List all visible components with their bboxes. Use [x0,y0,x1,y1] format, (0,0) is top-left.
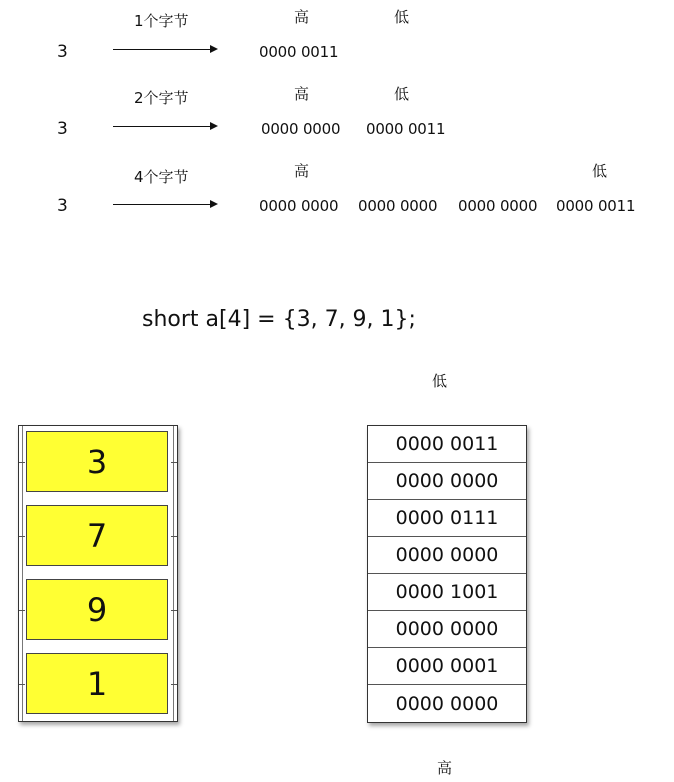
row3-byte-1: 0000 0000 [358,197,438,215]
row1-byte-0: 0000 0011 [259,43,339,61]
array-cell: 1 [26,653,168,714]
memory-high-label: 高 [437,759,453,777]
stack-tick [19,536,25,537]
row2-low-label: 低 [394,85,410,103]
row2-size-label: 2个字节 [134,89,189,107]
memory-cell: 0000 0000 [368,537,526,574]
row3-low-label: 低 [592,162,608,180]
memory-cell: 0000 0001 [368,648,526,685]
memory-column [367,425,527,723]
memory-cell: 0000 1001 [368,574,526,611]
array-stack [18,425,178,722]
stack-right-rail [173,426,174,721]
memory-cell: 0000 0111 [368,500,526,537]
memory-cell: 0000 0011 [368,426,526,463]
row3-size-label: 4个字节 [134,168,189,186]
stack-tick [19,462,25,463]
stack-left-rail [22,426,23,721]
array-cell: 3 [26,431,168,492]
row2-high-label: 高 [294,85,310,103]
row3-byte-3: 0000 0011 [556,197,636,215]
stack-tick [171,462,177,463]
row2-value: 3 [57,119,68,139]
row3-arrow [113,204,216,205]
stack-tick [171,610,177,611]
row3-byte-2: 0000 0000 [458,197,538,215]
memory-cell: 0000 0000 [395,692,499,715]
row1-low-label: 低 [394,8,410,26]
array-declaration: short a[4] = {3, 7, 9, 1}; [142,307,416,332]
memory-cell: 0000 0000 [368,463,526,500]
row1-size-label: 1个字节 [134,12,189,30]
stack-tick [171,536,177,537]
row3-high-label: 高 [294,162,310,180]
row1-arrow [113,49,216,50]
row2-byte-1: 0000 0011 [366,120,446,138]
row1-value: 3 [57,42,68,62]
stack-tick [171,684,177,685]
memory-cell: 0000 0000 [368,611,526,648]
row2-arrow [113,126,216,127]
row2-byte-0: 0000 0000 [261,120,341,138]
stack-tick [19,610,25,611]
memory-low-label: 低 [432,372,448,390]
stack-tick [19,684,25,685]
row3-byte-0: 0000 0000 [259,197,339,215]
array-cell: 9 [26,579,168,640]
row3-value: 3 [57,196,68,216]
array-cell: 7 [26,505,168,566]
row1-high-label: 高 [294,8,310,26]
